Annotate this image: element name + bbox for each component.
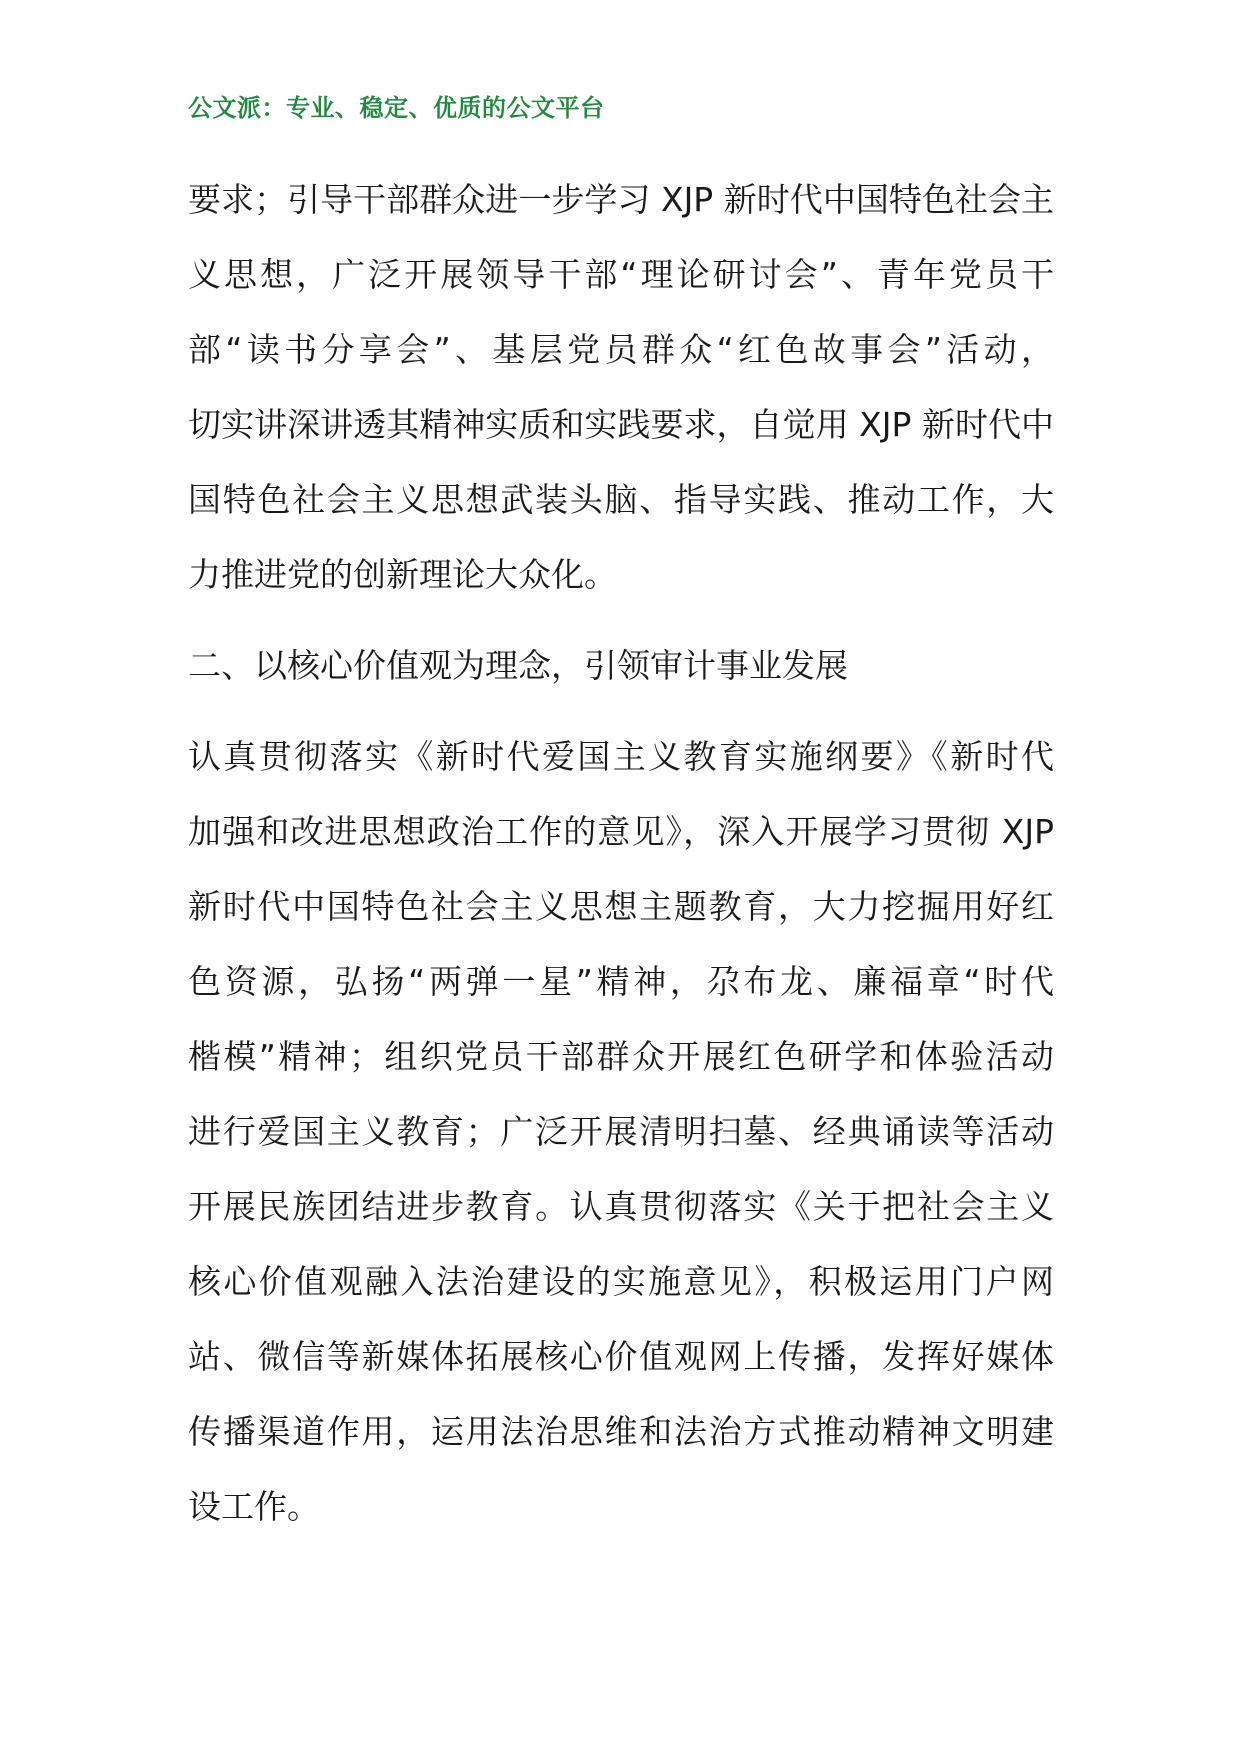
text-line: 力推进党的创新理论大众化。 <box>188 555 617 594</box>
paragraph-gap <box>188 703 1054 719</box>
document-body <box>188 162 1054 1544</box>
text-line: 进行爱国主义教育；广泛开展清明扫墓、经典诵读等活动 <box>188 1112 1054 1151</box>
text-line: 切实讲深讲透其精神实质和实践要求，自觉用 XJP 新时代中 <box>188 405 1054 444</box>
text-line: 新时代中国特色社会主义思想主题教育，大力挖掘用好红 <box>188 887 1054 926</box>
paragraph-1 <box>188 162 1054 612</box>
text-line: 加强和改进思想政治工作的意见》，深入开展学习贯彻 XJP <box>188 812 1054 851</box>
text-line: 开展民族团结进步教育。认真贯彻落实《关于把社会主义 <box>188 1187 1054 1226</box>
text-line: 核心价值观融入法治建设的实施意见》，积极运用门户网 <box>188 1262 1054 1301</box>
text-line: 传播渠道作用，运用法治思维和法治方式推动精神文明建 <box>188 1412 1054 1451</box>
text-line: 色资源，弘扬“两弹一星”精神，尕布龙、廉福章“时代 <box>188 962 1054 1001</box>
page-header-title: 公文派：专业、稳定、优质的公文平台 <box>188 94 605 122</box>
text-line: 设工作。 <box>188 1487 320 1526</box>
section-heading: 二、以核心价值观为理念，引领审计事业发展 <box>188 646 848 685</box>
text-line: 要求；引导干部群众进一步学习 XJP 新时代中国特色社会主 <box>188 180 1054 219</box>
paragraph-2 <box>188 719 1054 1544</box>
text-line: 认真贯彻落实《新时代爱国主义教育实施纲要》《新时代 <box>188 737 1054 776</box>
text-line: 站、微信等新媒体拓展核心价值观网上传播，发挥好媒体 <box>188 1337 1054 1376</box>
text-line: 楷模”精神；组织党员干部群众开展红色研学和体验活动 <box>188 1037 1054 1076</box>
text-line: 部“读书分享会”、基层党员群众“红色故事会”活动， <box>188 330 1054 369</box>
text-line: 义思想，广泛开展领导干部“理论研讨会”、青年党员干 <box>188 255 1054 294</box>
paragraph-gap <box>188 612 1054 628</box>
text-line: 国特色社会主义思想武装头脑、指导实践、推动工作，大 <box>188 480 1054 519</box>
